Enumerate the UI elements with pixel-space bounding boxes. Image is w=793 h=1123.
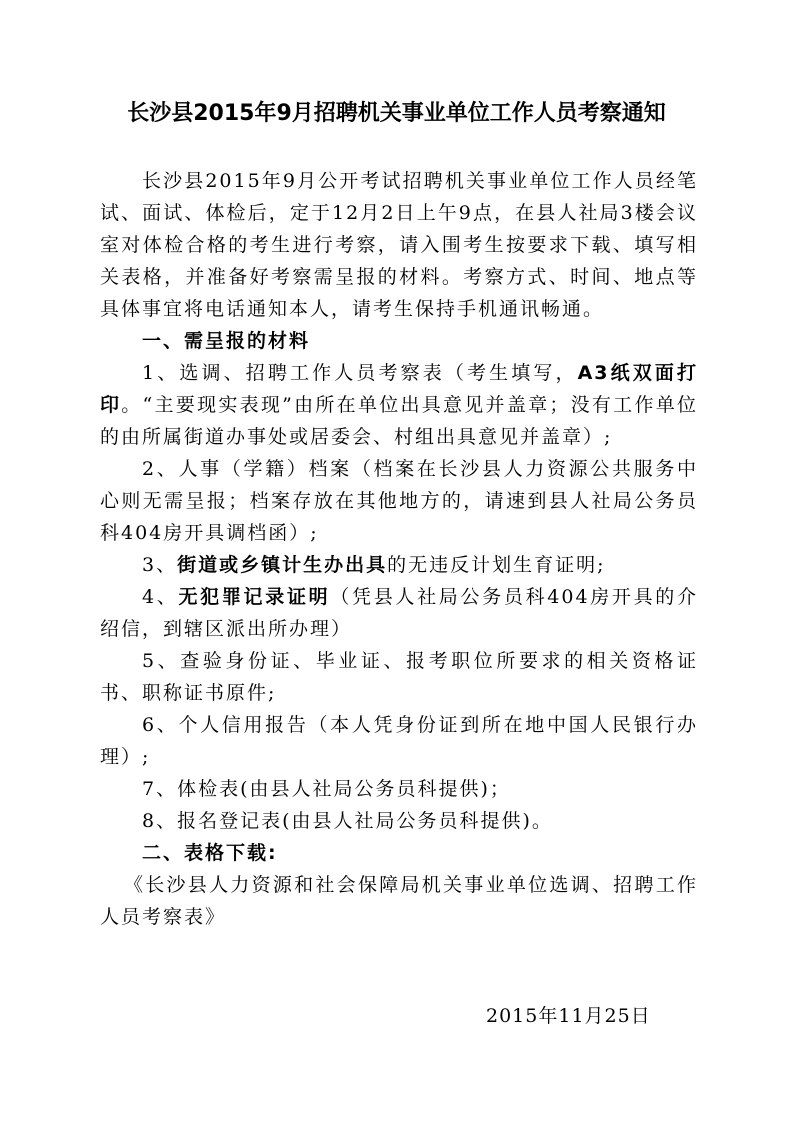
section-heading-materials: 一、需呈报的材料 [142,330,311,352]
list-item: 7、体检表(由县人社局公务员科提供)； [142,778,511,800]
item-text: 1、选调、招聘工作人员考察表（考生填写， [142,362,578,384]
list-item: 5、查验身份证、毕业证、报考职位所要求的相关资格证书、职称证书原件; [100,650,698,704]
item-emphasis: 街道或乡镇计生办出具 [177,554,388,576]
intro-paragraph: 长沙县2015年9月公开考试招聘机关事业单位工作人员经笔试、面试、体检后，定于12月2日上午9点，在县人社局3楼会议室对体检合格的考生进行考察，请入围考生按要求下载、填写相关表格，并准备好考察需呈报的材料。考察方式、时间、地点等具体事宜将电话通知本人，请考生保持手机通讯畅通。 [100,170,698,320]
list-item [100,549,698,581]
list-item: 6、个人信用报告（本人凭身份证到所在地中国人民银行办理）; [100,714,698,768]
item-text: （凭县人社局公务员科404房开具的介绍信，到辖区派出所办理） [100,586,698,640]
list-item [100,357,698,453]
list-item: 8、报名登记表(由县人社局公务员科提供)。 [142,810,553,832]
section-heading-download: 二、表格下载: [142,842,278,864]
item-text: 的无违反计划生育证明; [387,554,606,576]
item-text: 。“主要现实表现”由所在单位出具意见并盖章；没有工作单位的由所属街道办事处或居委会、村组出具意见并盖章）; [100,394,698,448]
list-item [100,581,698,645]
item-text: 4、 [142,586,179,608]
document-body [100,165,698,933]
page-title: 长沙县2015年9月招聘机关事业单位工作人员考察通知 [127,101,666,126]
list-item: 2、人事（学籍）档案（档案在长沙县人力资源公共服务中心则无需呈报；档案存放在其他地方的，请速到县人社局公务员科404房开具调档函）; [100,458,698,544]
document-date: 2015年11月25日 [486,1005,651,1027]
item-emphasis: A3纸双面打印 [100,362,698,416]
item-emphasis: 无犯罪记录证明 [178,586,331,608]
form-download-link[interactable]: 《长沙县人力资源和社会保障局机关事业单位选调、招聘工作人员考察表》 [100,874,698,928]
item-text: 3、 [142,554,178,576]
